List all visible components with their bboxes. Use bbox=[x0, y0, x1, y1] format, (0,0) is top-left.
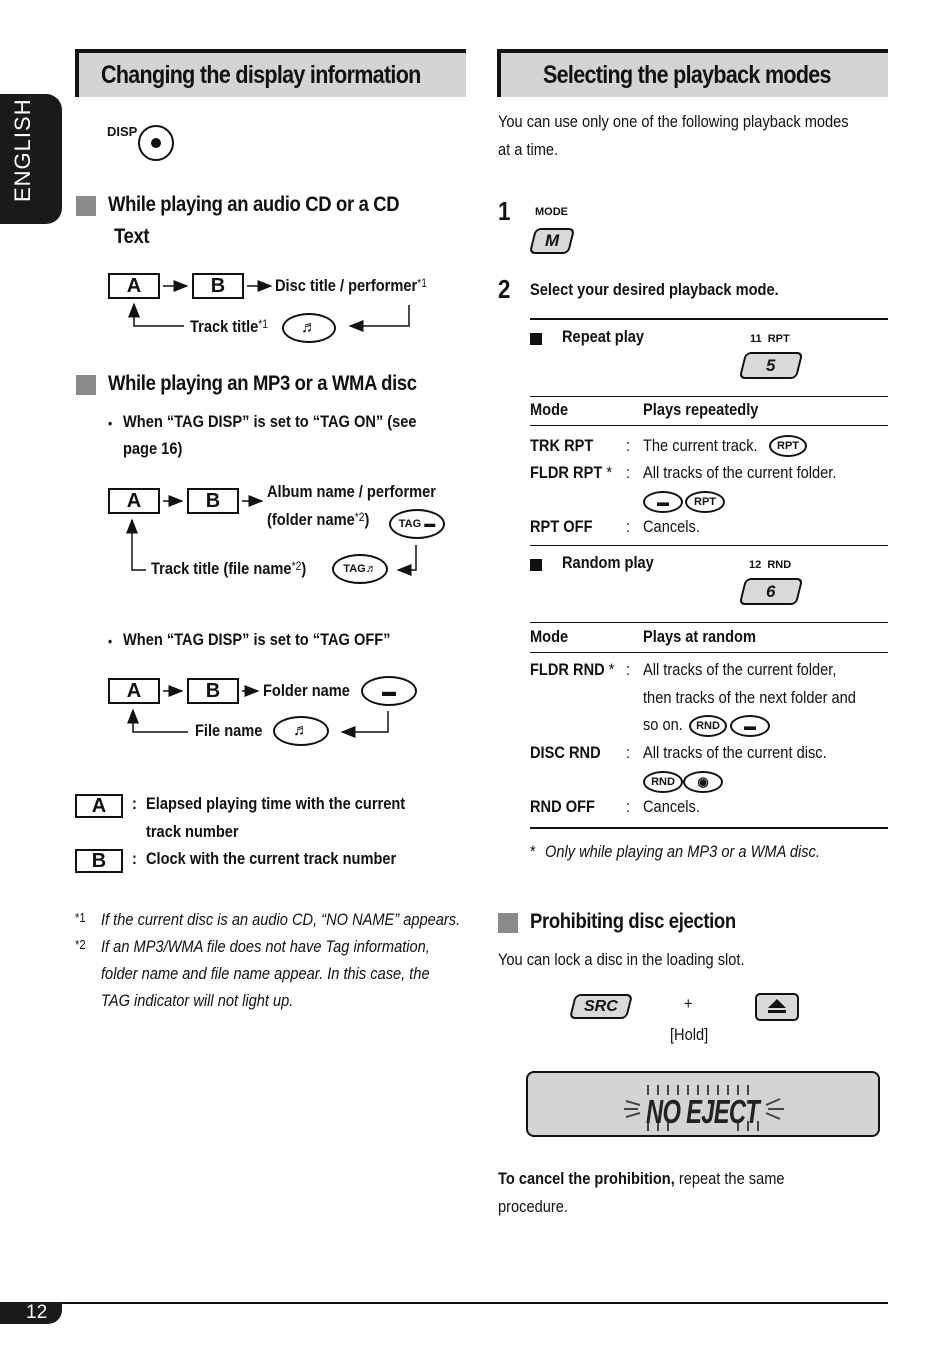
repeat-col-mode: Mode bbox=[530, 400, 569, 419]
mode-button: M bbox=[529, 228, 575, 254]
fldr-rnd-desc-line2: then tracks of the next folder and bbox=[643, 688, 856, 707]
lcd-display bbox=[526, 1071, 880, 1137]
legend-key-a: A bbox=[75, 794, 123, 818]
mp3-tag-box-a: A bbox=[108, 488, 160, 514]
disc-rnd-desc: All tracks of the current disc. bbox=[643, 743, 827, 762]
fldr-rnd-desc-line1: All tracks of the current folder, bbox=[643, 660, 837, 679]
tag-note-icon: TAG♬ bbox=[332, 554, 388, 584]
fldr-rnd-colon: : bbox=[626, 660, 631, 679]
file-note-icon: ♬ bbox=[273, 716, 329, 746]
disc-rnd-mode: DISC RND bbox=[530, 743, 601, 762]
bullet-dot-1: • bbox=[108, 415, 113, 431]
step-2-text: Select your desired playback mode. bbox=[530, 280, 779, 299]
rpt-off-desc: Cancels. bbox=[643, 517, 700, 536]
fldr-rnd-mode: FLDR RND * bbox=[530, 660, 615, 679]
rnd-indicator-icon-2: RND bbox=[643, 771, 683, 793]
repeat-bullet bbox=[530, 333, 542, 345]
footnote-star: * bbox=[530, 842, 536, 861]
fldr-rpt-mode: FLDR RPT * bbox=[530, 463, 613, 482]
intro-line2: at a time. bbox=[498, 140, 559, 159]
right-section-title: Selecting the playback modes bbox=[543, 61, 831, 89]
rpt-indicator-icon: RPT bbox=[769, 435, 807, 457]
mp3-section-title: While playing an MP3 or a WMA disc bbox=[108, 372, 417, 395]
prohibit-text: You can lock a disc in the loading slot. bbox=[498, 950, 745, 969]
random-col-desc: Plays at random bbox=[643, 627, 756, 646]
mode-label: MODE bbox=[535, 206, 568, 218]
folder-name-note: (folder name$^{*2}$) bbox=[267, 510, 370, 529]
repeat-btn-label: 11 RPT bbox=[750, 333, 790, 345]
trk-rpt-desc: The current track. bbox=[643, 436, 758, 455]
folder-indicator-icon-2: ▬ bbox=[730, 715, 770, 737]
track-title-file-name-label: Track title (file name$^{*2}$) bbox=[151, 559, 307, 578]
tag-off-line: When “TAG DISP” is set to “TAG OFF” bbox=[123, 630, 391, 649]
random-top-rule bbox=[530, 545, 888, 546]
repeat-header-bottom-rule bbox=[530, 425, 888, 426]
rpt-off-mode: RPT OFF bbox=[530, 517, 593, 536]
step-1-number: 1 bbox=[498, 196, 511, 226]
page-number-tab bbox=[0, 1302, 62, 1324]
disp-label: DISP bbox=[107, 124, 138, 139]
random-bottom-rule bbox=[530, 827, 888, 829]
random-header-bottom-rule bbox=[530, 652, 888, 653]
rnd-off-desc: Cancels. bbox=[643, 797, 700, 816]
random-bullet bbox=[530, 559, 542, 571]
cd-track-note-icon: ♬ bbox=[282, 313, 336, 343]
lcd-text: NO EJECT bbox=[646, 1093, 760, 1130]
step-2-number: 2 bbox=[498, 274, 511, 304]
rpt-off-colon: : bbox=[626, 517, 631, 536]
mp3-tag-box-b: B bbox=[187, 488, 239, 514]
rpt-indicator-icon-2: RPT bbox=[685, 491, 725, 513]
note-2-line2: folder name and file name appear. In this case, the bbox=[101, 964, 430, 983]
repeat-button-5: 5 bbox=[739, 352, 804, 379]
footer-rule bbox=[0, 1302, 888, 1304]
cancel-line2: procedure. bbox=[498, 1197, 568, 1216]
random-header-top-rule bbox=[530, 622, 888, 623]
trk-rpt-colon: : bbox=[626, 436, 631, 455]
note-1-mark: *1 bbox=[75, 910, 86, 925]
eject-button bbox=[755, 993, 799, 1021]
legend-text-a-line2: track number bbox=[146, 822, 239, 841]
footnote-text: Only while playing an MP3 or a WMA disc. bbox=[545, 842, 820, 861]
repeat-col-desc: Plays repeatedly bbox=[643, 400, 759, 419]
note-2-line3: TAG indicator will not light up. bbox=[101, 991, 294, 1010]
album-performer-label: Album name / performer bbox=[267, 482, 436, 501]
random-play-title: Random play bbox=[562, 553, 654, 572]
language-tab-label: ENGLISH bbox=[10, 98, 35, 202]
right-section-header bbox=[497, 49, 888, 97]
tag-folder-icon: TAG ▬ bbox=[389, 509, 445, 539]
random-col-mode: Mode bbox=[530, 627, 569, 646]
eject-icon bbox=[768, 999, 786, 1008]
random-btn-label: 12 RND bbox=[749, 559, 792, 571]
legend-text-a-line1: Elapsed playing time with the current bbox=[146, 794, 406, 813]
cd-section-title-line1: While playing an audio CD or a CD bbox=[108, 193, 400, 216]
rnd-off-colon: : bbox=[626, 797, 631, 816]
tag-on-line2: page 16) bbox=[123, 439, 183, 458]
fldr-rpt-desc: All tracks of the current folder. bbox=[643, 463, 837, 482]
src-button: SRC bbox=[569, 994, 633, 1019]
note-2-line1: If an MP3/WMA file does not have Tag information, bbox=[101, 937, 430, 956]
rnd-indicator-icon: RND bbox=[689, 715, 727, 737]
folder-icon: ▬ bbox=[361, 676, 417, 706]
legend-colon-b: : bbox=[132, 849, 137, 868]
trk-rpt-mode: TRK RPT bbox=[530, 436, 594, 455]
note-1-line1: If the current disc is an audio CD, “NO NAME” appears. bbox=[101, 910, 461, 929]
bullet-dot-2: • bbox=[108, 633, 113, 649]
fldr-rnd-desc-line3: so on. bbox=[643, 715, 683, 734]
disc-indicator-icon: ◉ bbox=[683, 771, 723, 793]
random-button-6: 6 bbox=[739, 578, 804, 605]
repeat-header-top-rule bbox=[530, 396, 888, 397]
file-name-label: File name bbox=[195, 721, 263, 740]
prohibit-section-marker bbox=[498, 913, 518, 933]
plus-sign: + bbox=[684, 994, 693, 1013]
cd-disc-title-label: Disc title / performer$^{*1}$ bbox=[275, 276, 427, 295]
mp3-notag-box-a: A bbox=[108, 678, 160, 704]
cd-box-b: B bbox=[192, 273, 244, 299]
repeat-play-title: Repeat play bbox=[562, 327, 645, 346]
left-section-title: Changing the display information bbox=[101, 61, 421, 89]
legend-text-b: Clock with the current track number bbox=[146, 849, 397, 868]
folder-indicator-icon: ▬ bbox=[643, 491, 683, 513]
note-2-mark: *2 bbox=[75, 937, 86, 952]
mp3-notag-box-b: B bbox=[187, 678, 239, 704]
rnd-off-mode: RND OFF bbox=[530, 797, 595, 816]
cd-section-title-line2: Text bbox=[114, 225, 150, 248]
legend-key-b: B bbox=[75, 849, 123, 873]
cd-track-title-label: Track title$^{*1}$ bbox=[190, 317, 269, 336]
intro-line1: You can use only one of the following playback modes bbox=[498, 112, 849, 131]
legend-colon-a: : bbox=[132, 794, 137, 813]
prohibit-section-title: Prohibiting disc ejection bbox=[530, 910, 736, 933]
cancel-line1: To cancel the prohibition, repeat the same bbox=[498, 1169, 785, 1188]
cd-box-a: A bbox=[108, 273, 160, 299]
folder-name-label: Folder name bbox=[263, 681, 350, 700]
fldr-rpt-colon: : bbox=[626, 463, 631, 482]
hold-label: [Hold] bbox=[670, 1025, 709, 1044]
tag-on-line1: When “TAG DISP” is set to “TAG ON” (see bbox=[123, 412, 417, 431]
page-number: 12 bbox=[26, 1302, 48, 1323]
disc-rnd-colon: : bbox=[626, 743, 631, 762]
repeat-top-rule bbox=[530, 318, 888, 320]
